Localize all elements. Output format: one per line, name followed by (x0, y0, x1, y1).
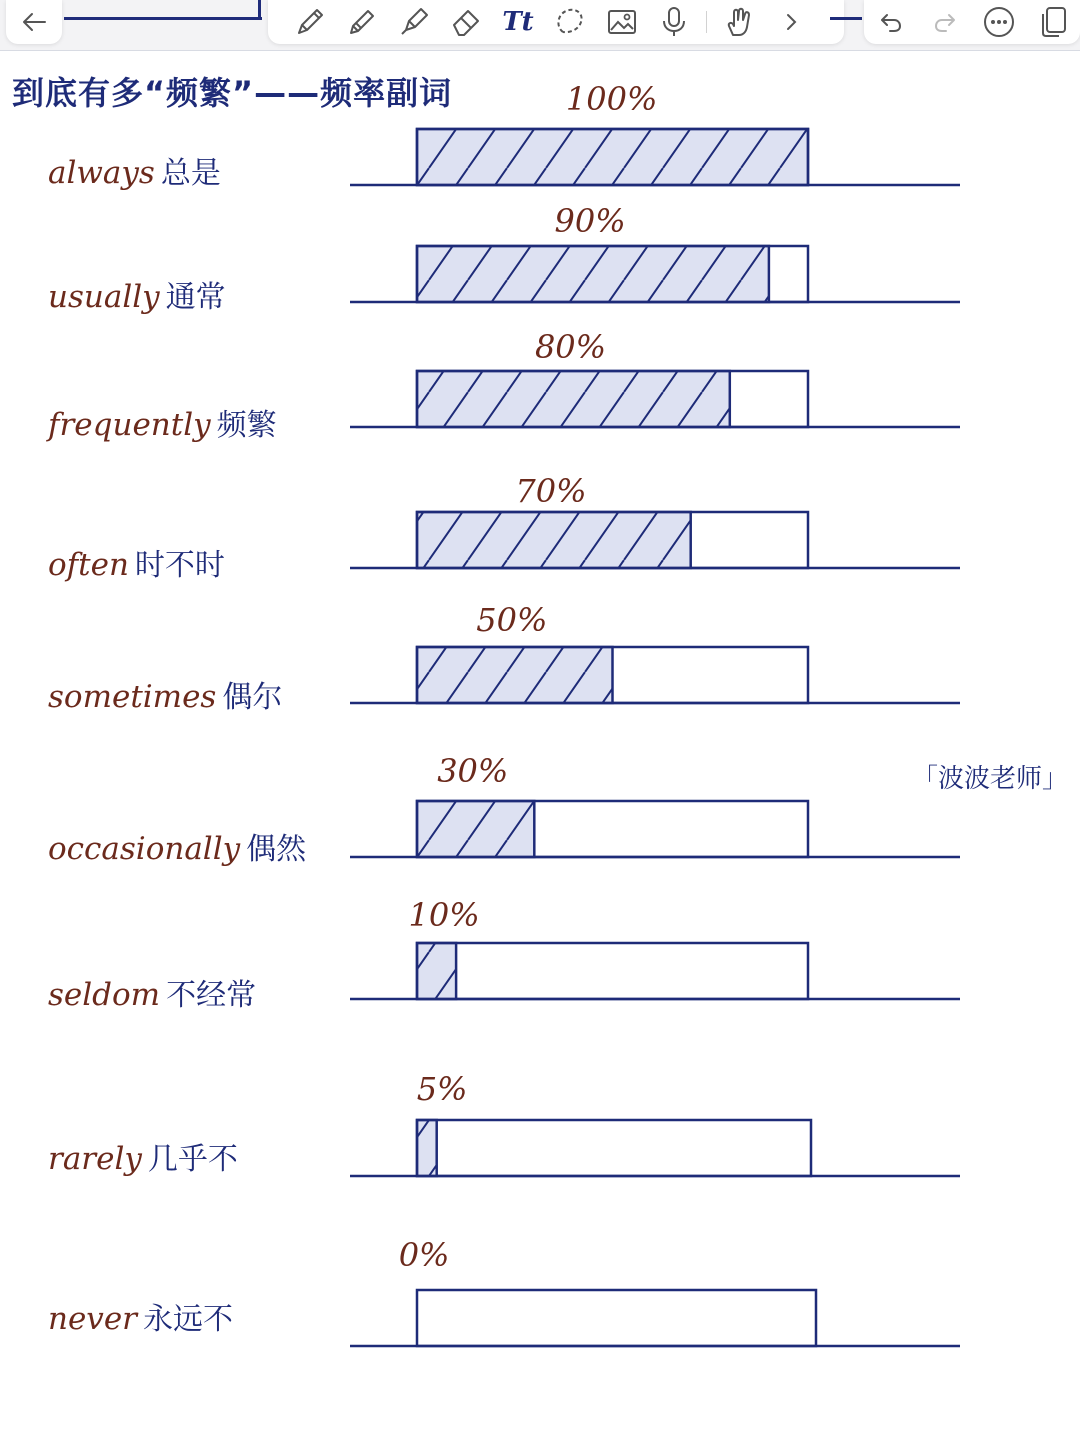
frequency-row-usually (350, 246, 960, 302)
adverb-label-rarely (48, 1134, 238, 1178)
percent-label: 30% (437, 752, 509, 790)
adverb-label-always (48, 148, 221, 192)
adverb-english: usually (48, 279, 160, 315)
frequency-fill (417, 943, 456, 999)
frequency-row-sometimes (350, 647, 960, 703)
adverb-chinese: 偶尔 (222, 680, 283, 715)
page-title: 到底有多“频繁”——频率副词 (12, 74, 453, 112)
frequency-fill (417, 371, 730, 427)
percent-label: 100% (565, 80, 658, 118)
author-signature: 「波波老师」 (912, 764, 1069, 794)
adverb-chinese: 偶然 (246, 832, 307, 867)
adverb-english: frequently (48, 407, 211, 443)
adverb-chinese: 几乎不 (147, 1142, 238, 1177)
adverb-chinese: 永远不 (143, 1302, 233, 1337)
frequency-fill (417, 1120, 437, 1176)
adverb-chinese: 总是 (160, 156, 221, 191)
frequency-bar-outline (417, 1290, 816, 1346)
adverb-label-occasionally (48, 824, 306, 868)
frequency-row-often (350, 512, 960, 568)
adverb-label-usually (48, 272, 226, 316)
adverb-english: seldom (48, 977, 161, 1013)
adverb-label-seldom (48, 970, 256, 1014)
adverb-english: often (48, 547, 129, 583)
adverb-label-frequently (48, 400, 277, 444)
adverb-chinese: 不经常 (166, 978, 257, 1013)
adverb-english: always (48, 155, 155, 191)
percent-label: 70% (515, 472, 587, 510)
adverb-english: occasionally (48, 831, 241, 867)
percent-label: 80% (534, 328, 607, 366)
adverb-label-often (48, 540, 225, 584)
percent-label: 0% (398, 1236, 450, 1274)
adverb-english: rarely (48, 1141, 142, 1177)
frequency-row-occasionally (350, 801, 960, 857)
adverb-label-never (48, 1294, 233, 1338)
percent-label: 50% (476, 601, 548, 639)
adverb-chinese: 频繁 (216, 408, 277, 443)
percent-label: 10% (408, 896, 480, 934)
frequency-fill (417, 246, 769, 302)
adverb-label-sometimes (48, 672, 282, 716)
frequency-bar-outline (417, 943, 808, 999)
frequency-row-seldom (350, 943, 960, 999)
frequency-fill (417, 512, 691, 568)
adverb-english: sometimes (48, 679, 217, 715)
adverb-english: never (48, 1301, 137, 1337)
percent-label: 5% (416, 1070, 468, 1108)
frequency-bar-outline (417, 1120, 811, 1176)
frequency-row-frequently (350, 371, 960, 427)
text-tool-label: Tt (502, 7, 534, 37)
percent-label: 90% (554, 202, 626, 240)
frequency-fill (417, 801, 534, 857)
adverb-chinese: 时不时 (134, 548, 225, 583)
frequency-row-always (350, 129, 960, 185)
frequency-fill (417, 129, 808, 185)
frequency-row-rarely (350, 1120, 960, 1176)
adverb-chinese: 通常 (165, 280, 226, 315)
frequency-fill (417, 647, 613, 703)
frequency-row-never (350, 1290, 960, 1346)
